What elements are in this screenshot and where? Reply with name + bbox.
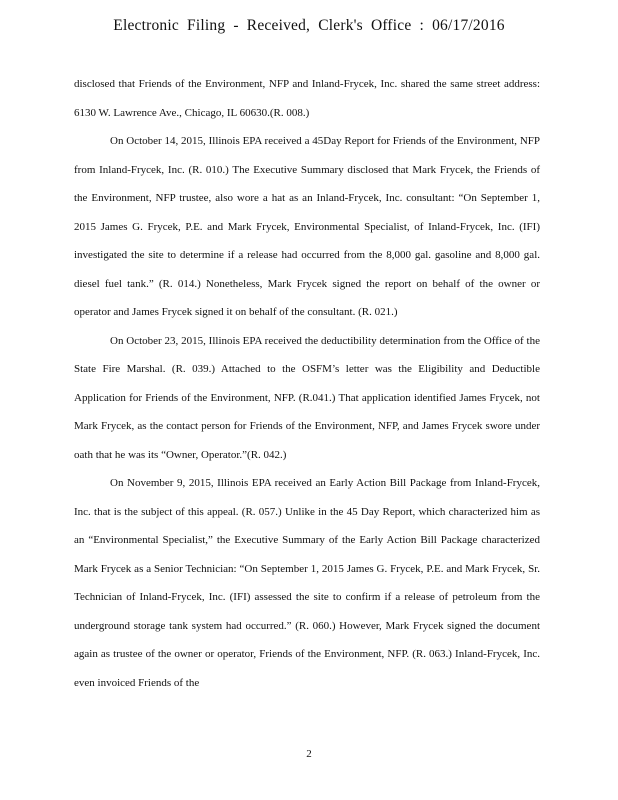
filing-header: Electronic Filing - Received, Clerk's Office : 06/17/2016 — [113, 17, 505, 34]
body-text — [74, 70, 540, 697]
paragraph-continuation: disclosed that Friends of the Environment, NFP and Inland-Frycek, Inc. shared the same street address: 6130 W. Lawrence Ave., Chicago, IL 60630.(R. 008.) — [74, 78, 540, 119]
paragraph-45-day-report: On October 14, 2015, Illinois EPA received a 45Day Report for Friends of the Environment, NFP from Inland-Frycek, Inc. (R. 010.) The Executive Summary disclosed that Mark Frycek, the Friends of the Environment, NFP trustee, also wore a hat as an Inland-Frycek, Inc. consultant: “On September 1, 2015 James G. Frycek, P.E. and Mark Frycek, Environmental Specialist, of Inland-Frycek, Inc. (IFI) investigated the site to determine if a release had occurred from the 8,000 gal. gasoline and 8,000 gal. diesel fuel tank.” (R. 014.) Nonetheless, Mark Frycek signed the report on behalf of the owner or operator and James Frycek signed it on behalf of the consultant. (R. 021.) — [74, 135, 540, 318]
paragraph-osfm-determination: On October 23, 2015, Illinois EPA received the deductibility determination from the Office of the State Fire Marshal. (R. 039.) Attached to the OSFM’s letter was the Eligibility and Deductible Application for Friends of the Environment, NFP. (R.041.) That application identified James Frycek, not Mark Frycek, as the contact person for Friends of the Environment, NFP, and James Frycek swore under oath that he was its “Owner, Operator.”(R. 042.) — [74, 334, 540, 461]
page-number: 2 — [306, 748, 312, 760]
paragraph-early-action-bill: On November 9, 2015, Illinois EPA received an Early Action Bill Package from Inland-Frycek, Inc. that is the subject of this appeal. (R. 057.) Unlike in the 45 Day Report, which characterized him as an “Environmental Specialist,” the Executive Summary of the Early Action Bill Package characterized Mark Frycek as a Senior Technician: “On September 1, 2015 James G. Frycek, P.E. and Mark Frycek, Sr. Technician of Inland-Frycek, Inc. (IFI) assessed the site to confirm if a release of petroleum from the underground storage tank system had occurred.” (R. 060.) However, Mark Frycek signed the document again as trustee of the owner or operator, Friends of the Environment, NFP. (R. 063.) Inland-Frycek, Inc. even invoiced Friends of the — [74, 477, 540, 689]
